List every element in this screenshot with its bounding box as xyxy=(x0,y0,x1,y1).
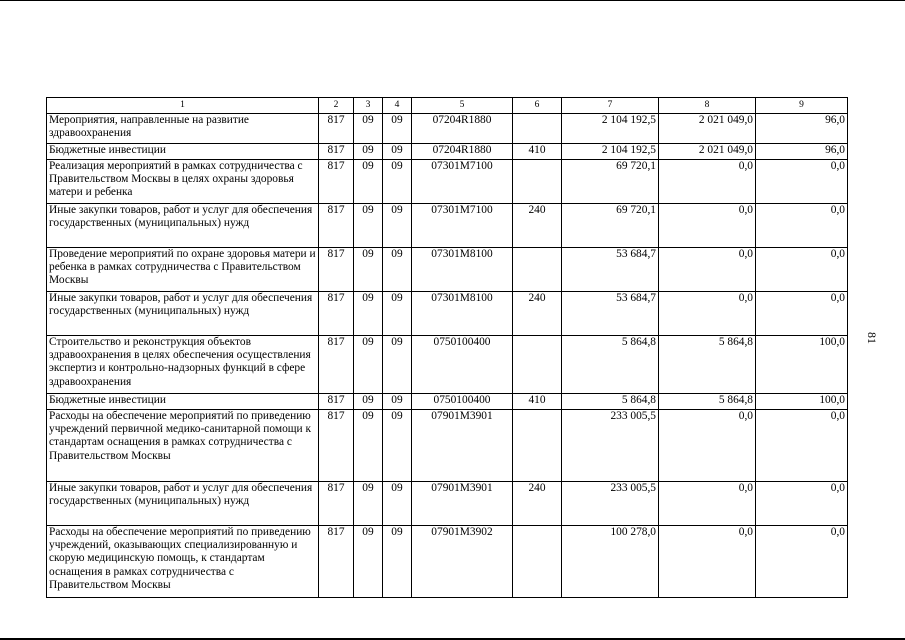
table-row xyxy=(47,144,848,160)
cell-subsection: 09 xyxy=(383,482,412,526)
cell-planned: 69 720,1 xyxy=(562,204,659,248)
cell-target-article: 07901M3901 xyxy=(412,482,513,526)
cell-subsection: 09 xyxy=(383,114,412,144)
cell-planned: 53 684,7 xyxy=(562,248,659,292)
cell-ministry-code: 817 xyxy=(319,160,354,204)
cell-expense-type xyxy=(513,410,562,482)
cell-planned: 5 864,8 xyxy=(562,336,659,394)
cell-planned: 2 104 192,5 xyxy=(562,114,659,144)
cell-section: 09 xyxy=(354,526,383,598)
header-col-5: 5 xyxy=(412,98,513,114)
cell-section: 09 xyxy=(354,144,383,160)
cell-percent: 0,0 xyxy=(756,292,848,336)
table-row xyxy=(47,410,848,482)
cell-planned: 233 005,5 xyxy=(562,482,659,526)
header-col-3: 3 xyxy=(354,98,383,114)
budget-table xyxy=(46,97,848,598)
cell-target-article: 07301M7100 xyxy=(412,204,513,248)
cell-subsection: 09 xyxy=(383,410,412,482)
cell-section: 09 xyxy=(354,394,383,410)
cell-name: Бюджетные инвестиции xyxy=(47,144,319,160)
cell-subsection: 09 xyxy=(383,526,412,598)
cell-ministry-code: 817 xyxy=(319,248,354,292)
cell-planned: 100 278,0 xyxy=(562,526,659,598)
cell-expense-type xyxy=(513,114,562,144)
cell-section: 09 xyxy=(354,482,383,526)
cell-target-article: 07301M8100 xyxy=(412,292,513,336)
cell-executed: 2 021 049,0 xyxy=(659,114,756,144)
cell-name: Расходы на обеспечение мероприятий по приведению учреждений первичной медико-санитарной помощи к стандартам оснащения в рамках сотрудничества с Правительством Москвы xyxy=(47,410,319,482)
cell-executed: 0,0 xyxy=(659,292,756,336)
cell-section: 09 xyxy=(354,336,383,394)
cell-subsection: 09 xyxy=(383,160,412,204)
cell-executed: 5 864,8 xyxy=(659,394,756,410)
cell-percent: 0,0 xyxy=(756,410,848,482)
table-row xyxy=(47,336,848,394)
cell-subsection: 09 xyxy=(383,204,412,248)
cell-percent: 0,0 xyxy=(756,526,848,598)
header-col-2: 2 xyxy=(319,98,354,114)
table-row xyxy=(47,394,848,410)
header-col-4: 4 xyxy=(383,98,412,114)
cell-planned: 53 684,7 xyxy=(562,292,659,336)
cell-target-article: 0750100400 xyxy=(412,394,513,410)
cell-expense-type xyxy=(513,248,562,292)
cell-target-article: 07301M7100 xyxy=(412,160,513,204)
cell-section: 09 xyxy=(354,160,383,204)
cell-section: 09 xyxy=(354,204,383,248)
cell-percent: 0,0 xyxy=(756,160,848,204)
cell-ministry-code: 817 xyxy=(319,204,354,248)
cell-percent: 96,0 xyxy=(756,114,848,144)
cell-ministry-code: 817 xyxy=(319,394,354,410)
cell-executed: 0,0 xyxy=(659,248,756,292)
table-row xyxy=(47,482,848,526)
cell-planned: 69 720,1 xyxy=(562,160,659,204)
cell-percent: 100,0 xyxy=(756,394,848,410)
cell-percent: 0,0 xyxy=(756,248,848,292)
cell-target-article: 07204R1880 xyxy=(412,144,513,160)
cell-target-article: 07901M3902 xyxy=(412,526,513,598)
cell-ministry-code: 817 xyxy=(319,410,354,482)
cell-percent: 0,0 xyxy=(756,204,848,248)
cell-subsection: 09 xyxy=(383,292,412,336)
cell-subsection: 09 xyxy=(383,144,412,160)
cell-section: 09 xyxy=(354,248,383,292)
cell-name: Мероприятия, направленные на развитие здравоохранения xyxy=(47,114,319,144)
cell-section: 09 xyxy=(354,114,383,144)
cell-percent: 100,0 xyxy=(756,336,848,394)
cell-expense-type: 240 xyxy=(513,204,562,248)
cell-planned: 2 104 192,5 xyxy=(562,144,659,160)
cell-expense-type: 240 xyxy=(513,292,562,336)
header-col-8: 8 xyxy=(659,98,756,114)
cell-name: Реализация мероприятий в рамках сотрудничества с Правительством Москвы в целях охраны здоровья матери и ребенка xyxy=(47,160,319,204)
cell-name: Иные закупки товаров, работ и услуг для обеспечения государственных (муниципальных) нужд xyxy=(47,204,319,248)
cell-expense-type xyxy=(513,526,562,598)
cell-executed: 0,0 xyxy=(659,526,756,598)
cell-name: Строительство и реконструкция объектов здравоохранения в целях обеспечения осуществления экспертиз и контрольно-надзорных функций в сфере здравоохранения xyxy=(47,336,319,394)
header-col-7: 7 xyxy=(562,98,659,114)
cell-executed: 0,0 xyxy=(659,160,756,204)
cell-executed: 0,0 xyxy=(659,482,756,526)
table-row xyxy=(47,292,848,336)
cell-planned: 233 005,5 xyxy=(562,410,659,482)
page-number: 81 xyxy=(865,332,879,344)
cell-section: 09 xyxy=(354,292,383,336)
cell-expense-type: 410 xyxy=(513,144,562,160)
cell-executed: 0,0 xyxy=(659,410,756,482)
cell-expense-type xyxy=(513,160,562,204)
header-col-9: 9 xyxy=(756,98,848,114)
cell-target-article: 07901M3901 xyxy=(412,410,513,482)
cell-name: Расходы на обеспечение мероприятий по приведению учреждений, оказывающих специализированную и скорую медицинскую помощь, к стандартам оснащения в рамках сотрудничества с Правительством Москвы xyxy=(47,526,319,598)
table-row xyxy=(47,204,848,248)
header-row xyxy=(47,98,848,114)
cell-ministry-code: 817 xyxy=(319,526,354,598)
cell-section: 09 xyxy=(354,410,383,482)
table-row xyxy=(47,114,848,144)
cell-executed: 5 864,8 xyxy=(659,336,756,394)
cell-ministry-code: 817 xyxy=(319,292,354,336)
cell-ministry-code: 817 xyxy=(319,482,354,526)
cell-name: Проведение мероприятий по охране здоровья матери и ребенка в рамках сотрудничества с Правительством Москвы xyxy=(47,248,319,292)
header-col-6: 6 xyxy=(513,98,562,114)
cell-expense-type: 410 xyxy=(513,394,562,410)
cell-target-article: 07204R1880 xyxy=(412,114,513,144)
table-row xyxy=(47,160,848,204)
cell-ministry-code: 817 xyxy=(319,336,354,394)
cell-expense-type: 240 xyxy=(513,482,562,526)
table-row xyxy=(47,526,848,598)
cell-percent: 96,0 xyxy=(756,144,848,160)
cell-ministry-code: 817 xyxy=(319,114,354,144)
cell-target-article: 0750100400 xyxy=(412,336,513,394)
cell-executed: 0,0 xyxy=(659,204,756,248)
cell-name: Иные закупки товаров, работ и услуг для обеспечения государственных (муниципальных) нужд xyxy=(47,292,319,336)
cell-target-article: 07301M8100 xyxy=(412,248,513,292)
cell-expense-type xyxy=(513,336,562,394)
cell-name: Бюджетные инвестиции xyxy=(47,394,319,410)
cell-ministry-code: 817 xyxy=(319,144,354,160)
cell-percent: 0,0 xyxy=(756,482,848,526)
cell-planned: 5 864,8 xyxy=(562,394,659,410)
top-border-line xyxy=(0,0,905,1)
cell-subsection: 09 xyxy=(383,248,412,292)
cell-executed: 2 021 049,0 xyxy=(659,144,756,160)
header-col-1: 1 xyxy=(47,98,319,114)
cell-name: Иные закупки товаров, работ и услуг для обеспечения государственных (муниципальных) нужд xyxy=(47,482,319,526)
cell-subsection: 09 xyxy=(383,336,412,394)
table-row xyxy=(47,248,848,292)
cell-subsection: 09 xyxy=(383,394,412,410)
